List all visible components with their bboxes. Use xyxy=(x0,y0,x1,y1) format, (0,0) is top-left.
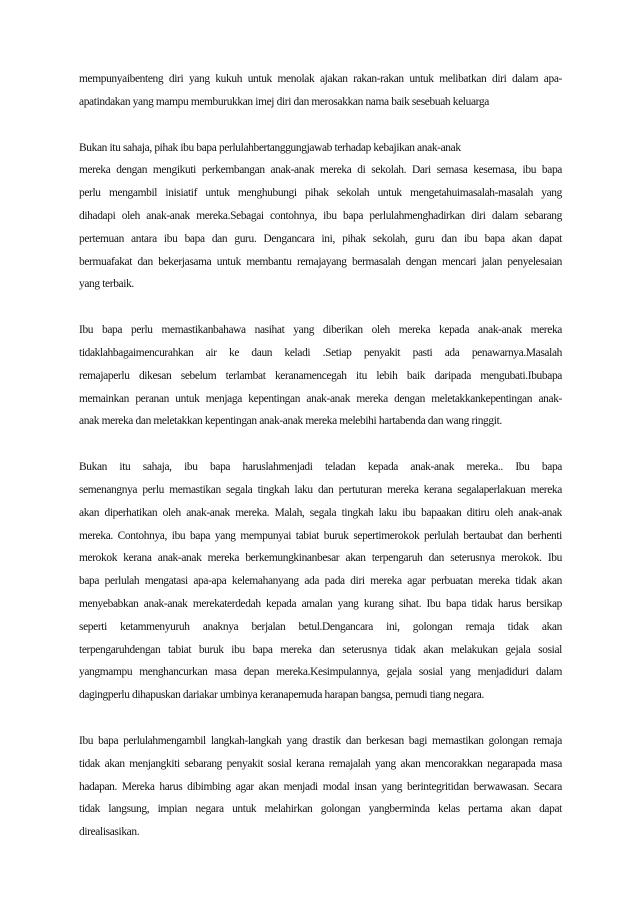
text-line: mereka. Contohnya, ibu bapa yang mempunyai tabiat buruk sepertimerokok perlulah bertaubat dan berhenti xyxy=(79,529,562,542)
text-line: perlu mengambil inisiatif untuk menghubungi pihak sekolah untuk mengetahuimasalah-masalah yang xyxy=(79,187,562,200)
text-line: memainkan peranan untuk menjaga kepentingan anak-anak mereka dengan meletakkankepentingan anak- xyxy=(79,392,562,405)
paragraph-3 xyxy=(79,319,562,433)
text-line: tidak akan menjangkiti sebarang penyakit sosial kerana remajalah yang akan mencorakkan negarapada masa xyxy=(79,757,562,770)
text-line: bapa perlulah mengatasi apa-apa kelemahanyang ada pada diri mereka agar perbuatan mereka tidak akan xyxy=(79,575,562,588)
text-line: mempunyaibenteng diri yang kukuh untuk menolak ajakan rakan-rakan untuk melibatkan diri dalam apa- xyxy=(79,73,562,85)
text-line: anak mereka dan meletakkan kepentingan anak-anak mereka melebihi hartabenda dan wang ringgit. xyxy=(79,415,502,428)
text-line: Ibu bapa perlu memastikanbahawa nasihat yang diberikan oleh mereka kepada anak-anak mereka xyxy=(79,324,562,337)
text-line: terpengaruhdengan tabiat buruk ibu bapa mereka dan seterusnya tidak akan melakukan gejala sosial xyxy=(79,643,562,656)
text-line: pertemuan antara ibu bapa dan guru. Dengancara ini, pihak sekolah, guru dan ibu bapa akan dapat xyxy=(79,232,562,245)
paragraph-5 xyxy=(79,730,562,844)
text-line: akan diperhatikan oleh anak-anak mereka. Malah, segala tingkah laku ibu bapaakan ditiru oleh anak-anak xyxy=(79,506,562,519)
paragraph-2 xyxy=(79,137,562,297)
text-line: apatindakan yang mampu memburukkan imej diri dan merosakkan nama baik sesebuah keluarga xyxy=(79,95,489,108)
text-line: Ibu bapa perlulahmengambil langkah-langkah yang drastik dan berkesan bagi memastikan golongan remaja xyxy=(79,734,562,747)
text-line: tidaklahbagaimencurahkan air ke daun keladi .Setiap penyakit pasti ada penawarnya.Masalah xyxy=(79,346,562,359)
text-line: remajaperlu dikesan sebelum terlambat keranamencegah itu lebih baik daripada mengubati.Ibubapa xyxy=(79,369,562,382)
text-line: hadapan. Mereka harus dibimbing agar akan menjadi modal insan yang berintegritidan berwawasan. Secara xyxy=(79,780,562,793)
text-line: menyebabkan anak-anak merekaterdedah kepada amalan yang kurang sihat. Ibu bapa tidak harus bersikap xyxy=(79,597,562,610)
document-body xyxy=(79,68,562,867)
text-line: Bukan itu sahaja, pihak ibu bapa perlulahbertanggungjawab terhadap kebajikan anak-anak xyxy=(79,141,461,154)
text-line: seperti ketammenyuruh anaknya berjalan betul.Dengancara ini, golongan remaja tidak akan xyxy=(79,620,562,633)
text-line: Bukan itu sahaja, ibu bapa haruslahmenjadi teladan kepada anak-anak mereka.. Ibu bapa xyxy=(79,461,562,474)
text-line: mereka dengan mengikuti perkembangan anak-anak mereka di sekolah. Dari semasa kesemasa, ibu bapa xyxy=(79,164,562,177)
paragraph-4 xyxy=(79,456,562,707)
paragraph-1 xyxy=(79,68,562,114)
text-line: bermuafakat dan bekerjasama untuk membantu remajayang bermasalah dengan mencari jalan penyelesaian xyxy=(79,255,562,268)
text-line: dihadapi oleh anak-anak mereka.Sebagai contohnya, ibu bapa perlulahmenghadirkan diri dalam sebarang xyxy=(79,209,562,222)
text-line: semenangnya perlu memastikan segala tingkah laku dan pertuturan mereka kerana segalaperlakuan mereka xyxy=(79,483,562,496)
text-line: direalisasikan. xyxy=(79,826,140,839)
text-line: dagingperlu dihapuskan dariakar umbinya keranapemuda harapan bangsa, pemudi tiang negara. xyxy=(79,689,485,702)
text-line: yangmampu menghancurkan masa depan mereka.Kesimpulannya, gejala sosial yang menjadiduri dalam xyxy=(79,666,562,679)
text-line: merokok kerana anak-anak mereka berkemungkinanbesar akan terpengaruh dan seterusnya merokok. Ibu xyxy=(79,552,562,565)
text-line: yang terbaik. xyxy=(79,278,134,291)
text-line: tidak langsung, impian negara untuk melahirkan golongan yangberminda kelas pertama akan dapat xyxy=(79,803,562,816)
